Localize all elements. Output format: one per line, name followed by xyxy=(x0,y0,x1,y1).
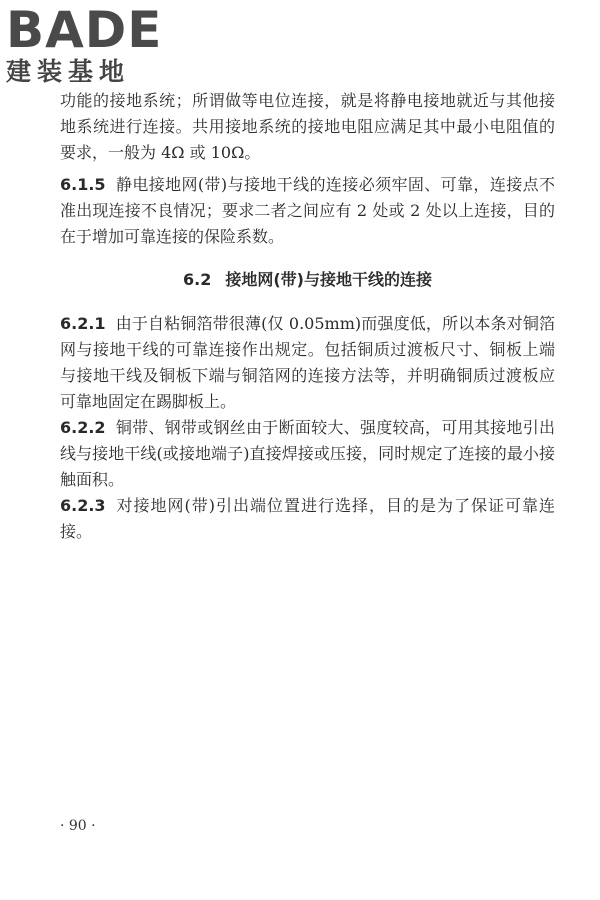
clause-text: 对接地网(带)引出端位置进行选择，目的是为了保证可靠连接。 xyxy=(60,496,555,541)
clause-number: 6.1.5 xyxy=(60,175,106,194)
document-body xyxy=(60,88,555,545)
logo-wordmark: BADE xyxy=(6,1,163,59)
intro-paragraph: 功能的接地系统；所谓做等电位连接，就是将静电接地就近与其他接地系统进行连接。共用接地系统的接地电阻应满足其中最小电阻值的要求，一般为 4Ω 或 10Ω。 xyxy=(60,91,555,162)
section-title: 接地网(带)与接地干线的连接 xyxy=(225,270,432,289)
logo-subtitle: 建装基地 xyxy=(6,57,131,86)
clause-6-2-1 xyxy=(60,311,555,415)
clause-6-2-3 xyxy=(60,493,555,545)
clause-text: 铜带、钢带或钢丝由于断面较大、强度较高，可用其接地引出线与接地干线(或接地端子)直接焊接或压接，同时规定了连接的最小接触面积。 xyxy=(60,418,555,489)
clause-6-2-2 xyxy=(60,415,555,493)
page-number: · 90 · xyxy=(60,818,96,834)
clause-text: 静电接地网(带)与接地干线的连接必须牢固、可靠，连接点不准出现连接不良情况；要求二者之间应有 2 处或 2 处以上连接，目的在于增加可靠连接的保险系数。 xyxy=(60,175,555,246)
clause-number: 6.2.3 xyxy=(60,496,106,515)
brand-logo xyxy=(6,1,178,86)
clause-number: 6.2.1 xyxy=(60,314,106,333)
clause-6-1-5 xyxy=(60,172,555,250)
clause-number: 6.2.2 xyxy=(60,418,106,437)
section-heading xyxy=(60,267,555,293)
clause-text: 由于自粘铜箔带很薄(仅 0.05mm)而强度低，所以本条对铜箔网与接地干线的可靠连接作出规定。包括铜质过渡板尺寸、铜板上端与接地干线及铜板下端与铜箔网的连接方法等，并明确铜质过渡板应可靠地固定在踢脚板上。 xyxy=(60,314,555,411)
section-number: 6.2 xyxy=(183,270,212,289)
